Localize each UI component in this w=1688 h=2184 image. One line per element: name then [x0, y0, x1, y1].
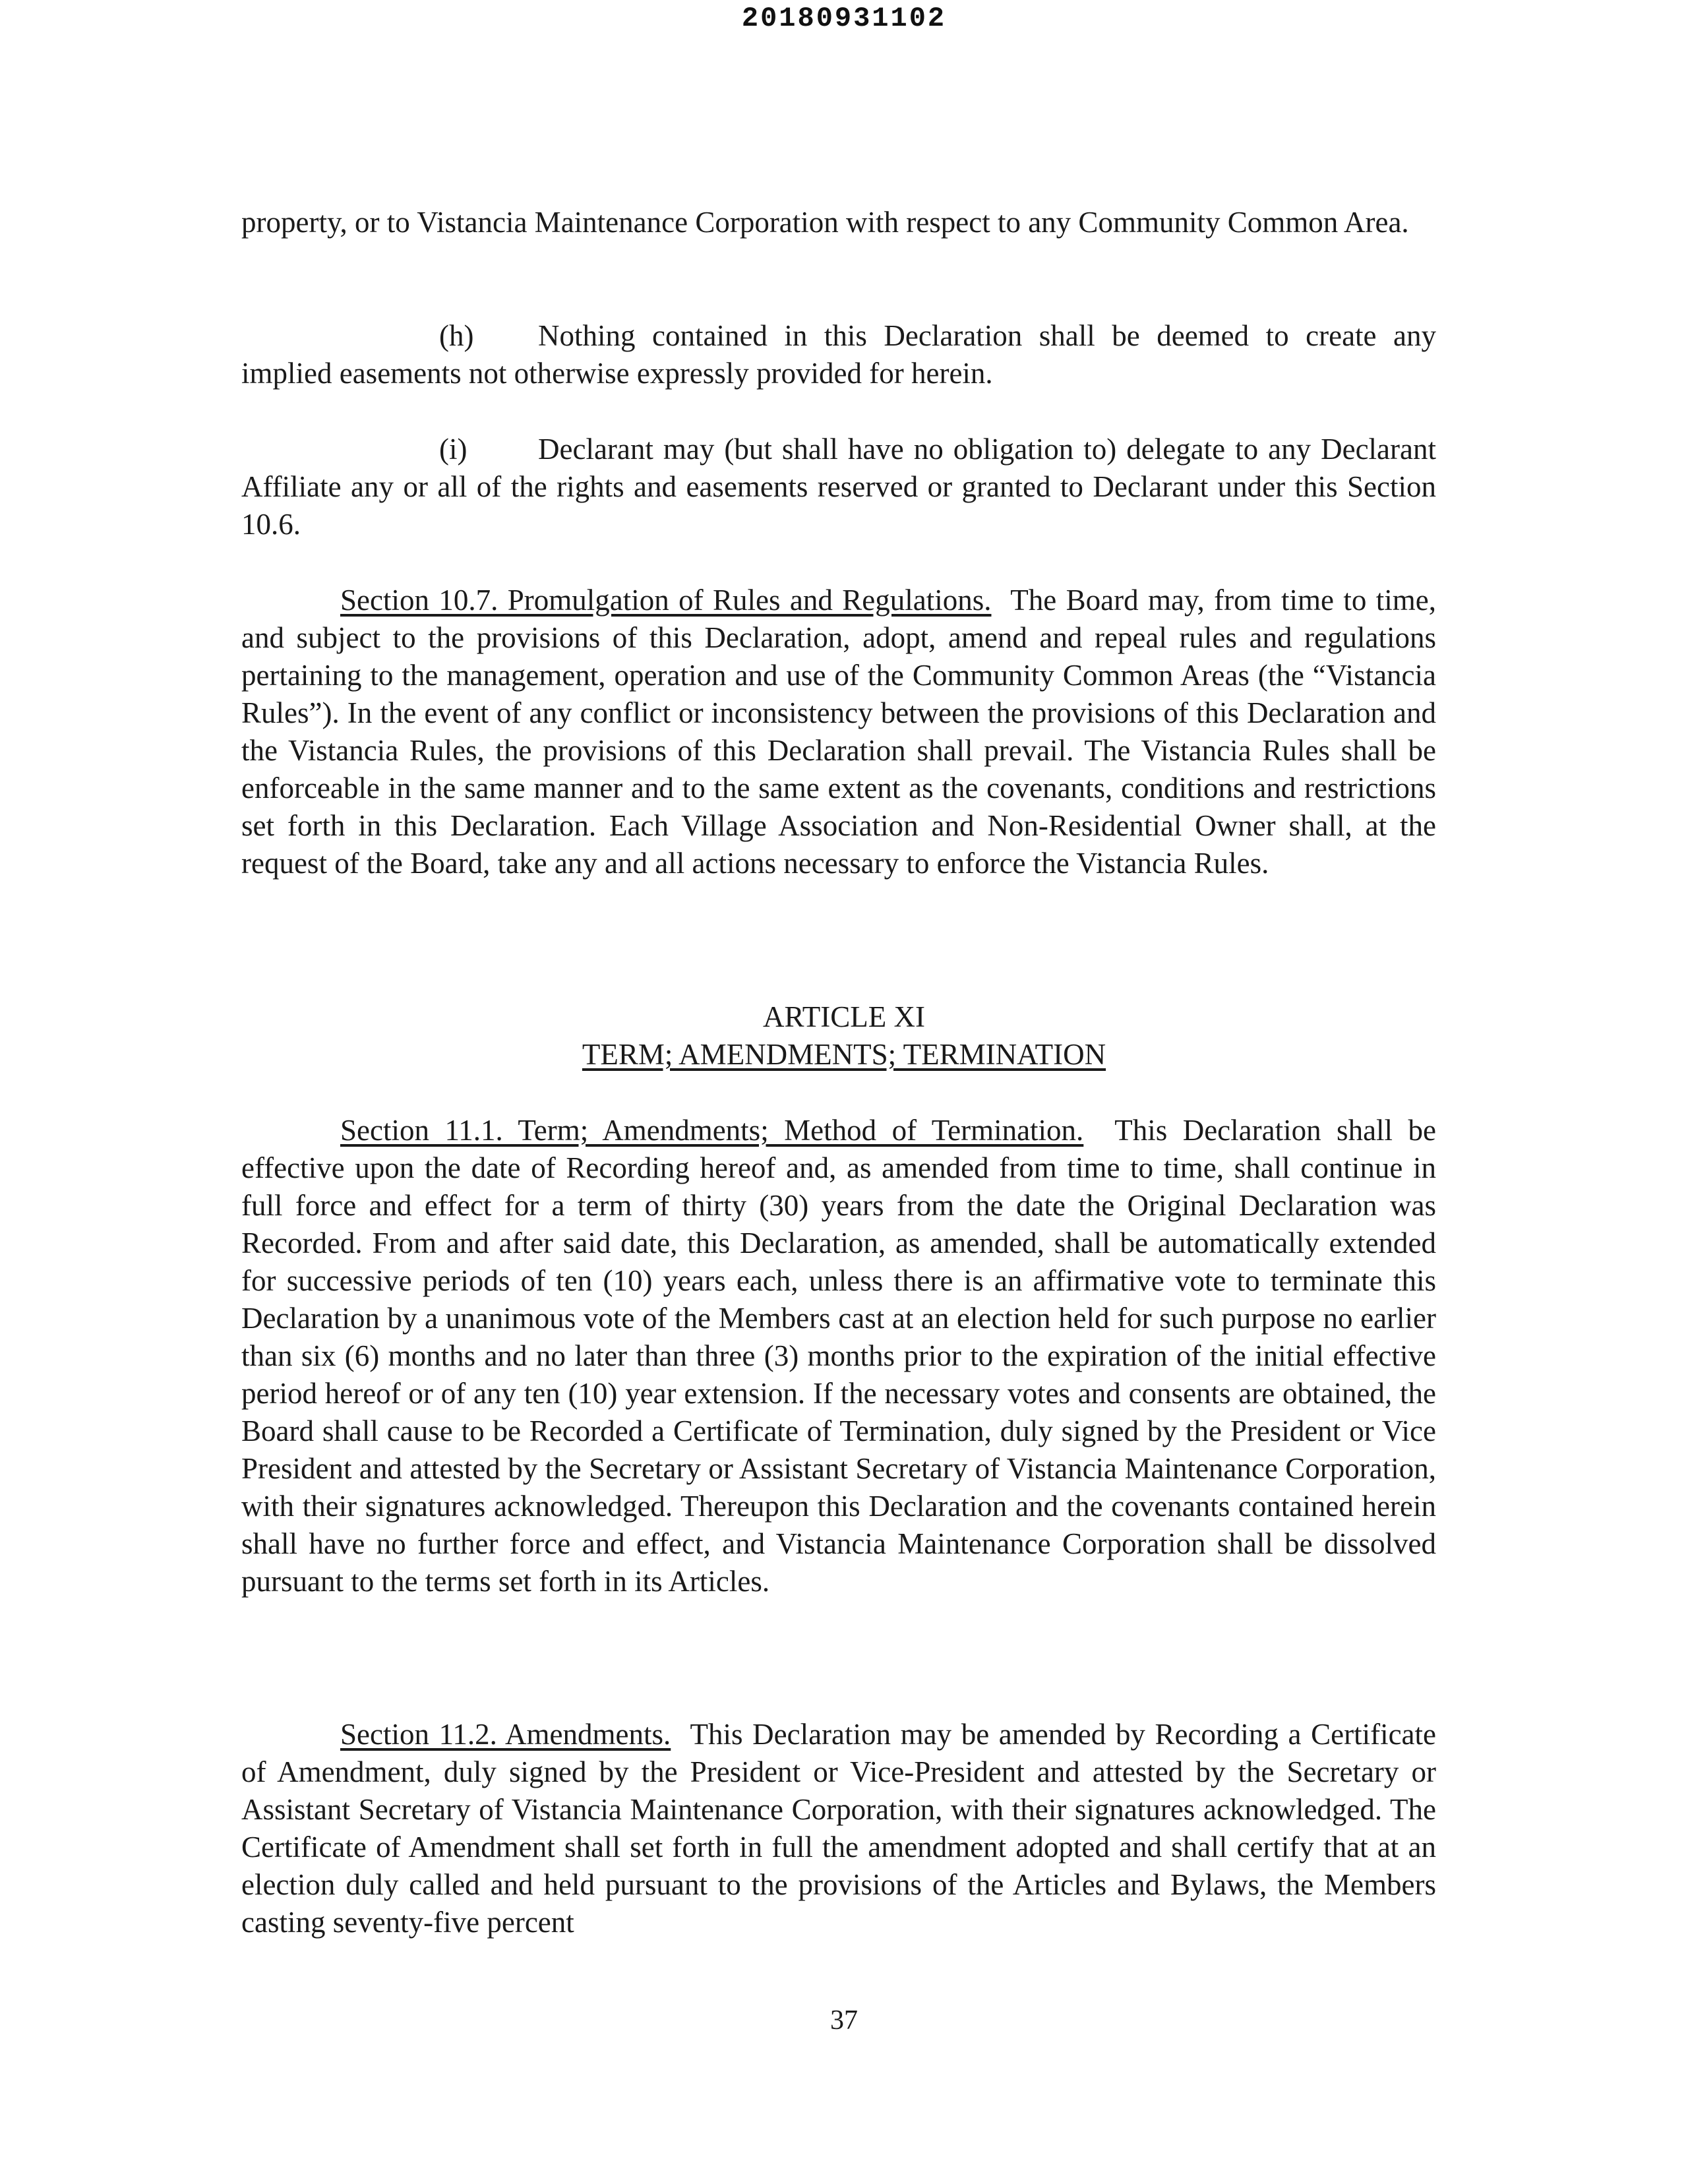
section-11-1	[241, 1112, 1436, 1600]
continuation-paragraph	[241, 204, 1436, 241]
section-10-7	[241, 582, 1436, 882]
section-10-7-text: The Board may, from time to time, and subject to the provisions of this Declaration, adopt, amend and repeal rules and regulations pertaining to the management, operation and use of the Community Common Areas (the “Vistancia Rules”). In the event of any conflict or inconsistency between the provisions of this Declaration and the Vistancia Rules, the provisions of this Declaration shall prevail. The Vistancia Rules shall be enforceable in the same manner and to the same extent as the covenants, conditions and restrictions set forth in this Declaration. Each Village Association and Non-Residential Owner shall, at the request of the Board, take any and all actions necessary to enforce the Vistancia Rules.	[241, 584, 1436, 880]
subsection-h-paragraph	[241, 317, 1436, 392]
section-11-2-heading: Section 11.2. Amendments.	[340, 1718, 671, 1751]
section-10-7-heading: Section 10.7. Promulgation of Rules and Regulations.	[340, 584, 992, 617]
recording-number: 20180931102	[741, 3, 947, 34]
section-11-2-paragraph	[241, 1716, 1436, 1941]
page-number: 37	[830, 2005, 858, 2036]
section-10-7-paragraph	[241, 582, 1436, 882]
subsection-i-paragraph	[241, 431, 1436, 543]
section-11-2-text: This Declaration may be amended by Recording a Certificate of Amendment, duly signed by the President or Vice-President and attested by the Secretary or Assistant Secretary of Vistancia Maintenance Corporation, with their signatures acknowledged. The Certificate of Amendment shall set forth in full the amendment adopted and shall certify that at an election duly called and held pursuant to the provisions of the Articles and Bylaws, the Members casting seventy-five percent	[241, 1718, 1436, 1939]
article-heading	[0, 998, 1688, 1074]
section-11-1-heading: Section 11.1. Term; Amendments; Method of Termination.	[340, 1114, 1084, 1147]
subsection-h-label: (h)	[439, 319, 474, 352]
article-title: TERM; AMENDMENTS; TERMINATION	[582, 1038, 1106, 1071]
subsection-h	[241, 317, 1436, 392]
subsection-i	[241, 431, 1436, 543]
continuation-text: property, or to Vistancia Maintenance Corporation with respect to any Community Common Area.	[241, 206, 1409, 239]
section-11-2	[241, 1716, 1436, 1941]
subsection-h-text: Nothing contained in this Declaration shall be deemed to create any implied easements not otherwise expressly provided for herein.	[241, 319, 1436, 390]
section-11-1-paragraph	[241, 1112, 1436, 1600]
section-11-1-text: This Declaration shall be effective upon the date of Recording hereof and, as amended from time to time, shall continue in full force and effect for a term of thirty (30) years from the date the Original Declaration was Recorded. From and after said date, this Declaration, as amended, shall be automatically extended for successive periods of ten (10) years each, unless there is an affirmative vote to terminate this Declaration by a unanimous vote of the Members cast at an election held for such purpose no earlier than six (6) months and no later than three (3) months prior to the expiration of the initial effective period hereof or of any ten (10) year extension. If the necessary votes and consents are obtained, the Board shall cause to be Recorded a Certificate of Termination, duly signed by the President or Vice President and attested by the Secretary or Assistant Secretary of Vistancia Maintenance Corporation, with their signatures acknowledged. Thereupon this Declaration and the covenants contained herein shall have no further force and effect, and Vistancia Maintenance Corporation shall be dissolved pursuant to the terms set forth in its Articles.	[241, 1114, 1436, 1598]
subsection-i-label: (i)	[439, 433, 467, 466]
subsection-i-text: Declarant may (but shall have no obligation to) delegate to any Declarant Affiliate any or all of the rights and easements reserved or granted to Declarant under this Section 10.6.	[241, 433, 1436, 541]
article-number: ARTICLE XI	[762, 1000, 925, 1033]
